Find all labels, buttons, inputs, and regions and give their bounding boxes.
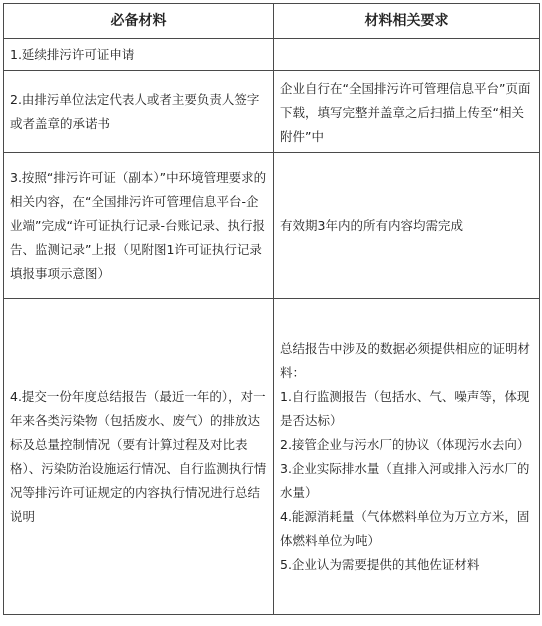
table-row (4, 153, 540, 299)
header-material-requirements: 材料相关要求 (274, 4, 540, 39)
row-1-material: 1.延续排污许可证申请 (4, 39, 274, 71)
row-3-material: 3.按照“排污许可证（副本）”中环境管理要求的相关内容，在“全国排污许可管理信息平台-企业端”完成“许可证执行记录-台账记录、执行报告、监测记录”上报（见附图1许可证执行记录填报事项示意图） (4, 153, 274, 299)
requirement-line: 4.能源消耗量（气体燃料单位为万立方米，固体燃料单位为吨） (280, 508, 530, 548)
table-row (4, 71, 540, 153)
requirement-line: 1.自行监测报告（包括水、气、噪声等，体现是否达标） (280, 388, 530, 428)
row-4-material: 4.提交一份年度总结报告（最近一年的），对一年来各类污染物（包括废水、废气）的排放达标及总量控制情况（要有计算过程及对比表格）、污染防治设施运行情况、自行监测执行情况等排污许可证规定的内容执行情况进行总结说明 (4, 299, 274, 615)
row-3-requirement: 有效期3年内的所有内容均需完成 (274, 153, 540, 299)
row-2-material: 2.由排污单位法定代表人或者主要负责人签字或者盖章的承诺书 (4, 71, 274, 153)
row-4-requirement (274, 299, 540, 615)
requirement-line: 5.企业认为需要提供的其他佐证材料 (280, 556, 480, 572)
row-2-requirement: 企业自行在“全国排污许可管理信息平台”页面下载，填写完整并盖章之后扫描上传至“相关附件”中 (274, 71, 540, 153)
table-row (4, 39, 540, 71)
header-required-materials: 必备材料 (4, 4, 274, 39)
table-header-row (4, 4, 540, 39)
requirement-line: 总结报告中涉及的数据必须提供相应的证明材料： (280, 340, 531, 380)
requirement-line: 2.接管企业与污水厂的协议（体现污水去向） (280, 436, 530, 452)
table-row (4, 299, 540, 615)
materials-table (3, 3, 540, 615)
row-1-requirement (274, 39, 540, 71)
requirement-line: 3.企业实际排水量（直排入河或排入污水厂的水量） (280, 460, 530, 500)
